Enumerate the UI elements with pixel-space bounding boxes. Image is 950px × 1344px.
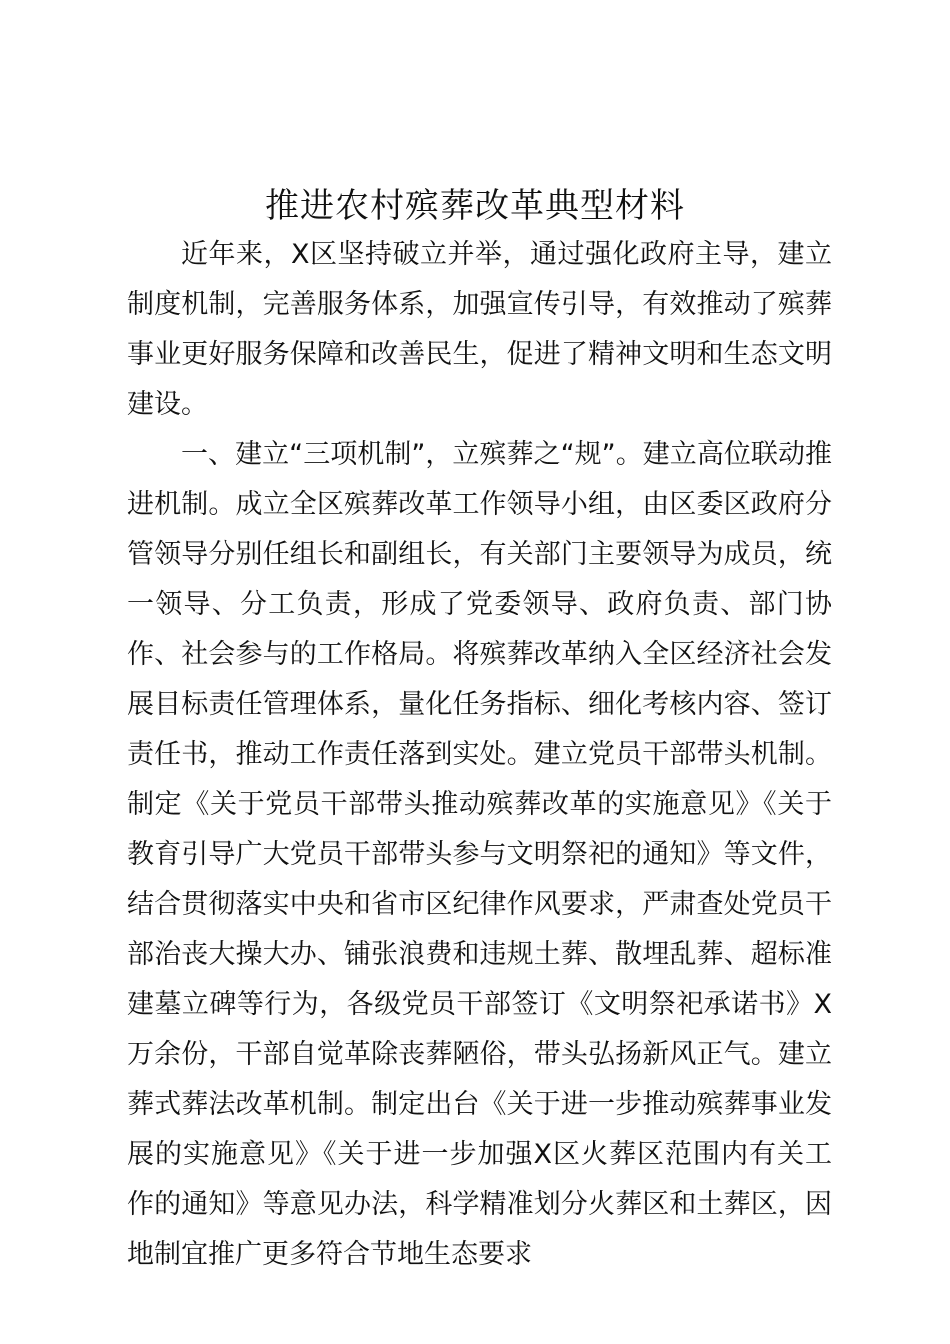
paragraph-intro: 近年来，X区坚持破立并举，通过强化政府主导，建立制度机制，完善服务体系，加强宣传引导，有效推动了殡葬事业更好服务保障和改善民生，促进了精神文明和生态文明建设。: [127, 239, 832, 420]
document-title: 推进农村殡葬改革典型材料: [265, 186, 685, 226]
paragraph-section-one: 一、建立“三项机制”，立殡葬之“规”。建立高位联动推进机制。成立全区殡葬改革工作领导小组，由区委区政府分管领导分别任组长和副组长，有关部门主要领导为成员，统一领导、分工负责，形成了党委领导、政府负责、部门协作、社会参与的工作格局。将殡葬改革纳入全区经济社会发展目标责任管理体系，量化任务指标、细化考核内容、签订责任书，推动工作责任落到实处。建立党员干部带头机制。制定《关于党员干部带头推动殡葬改革的实施意见》《关于教育引导广大党员干部带头参与文明祭祀的通知》等文件，结合贯彻落实中央和省市区纪律作风要求，严肃查处党员干部治丧大操大办、铺张浪费和违规土葬、散埋乱葬、超标准建墓立碑等行为，各级党员干部签订《文明祭祀承诺书》X万余份，干部自觉革除丧葬陋俗，带头弘扬新风正气。建立葬式葬法改革机制。制定出台《关于进一步推动殡葬事业发展的实施意见》《关于进一步加强X区火葬区范围内有关工作的通知》等意见办法，科学精准划分火葬区和土葬区，因地制宜推广更多符合节地生态要求: [127, 439, 832, 1270]
document-body: [127, 230, 832, 1280]
